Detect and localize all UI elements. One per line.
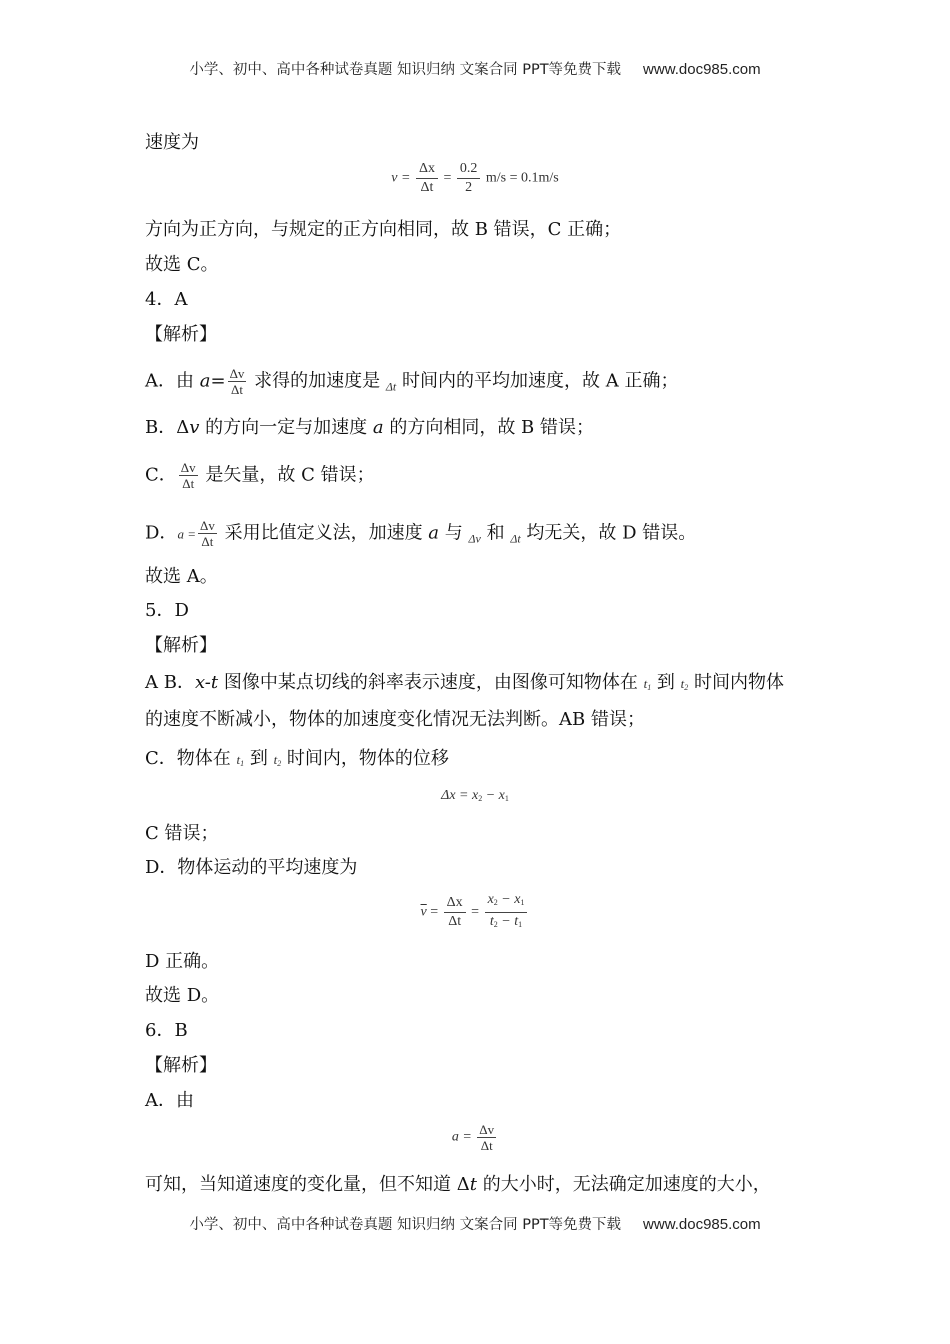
line-choose-a: 故选 A。 [145, 566, 218, 587]
q4a-pre: A．由 [145, 370, 200, 392]
q4a-post: 时间内的平均加速度，故 A 正确； [396, 370, 679, 392]
eq3-num2 [485, 891, 528, 913]
eq2-mid: − x [482, 788, 505, 803]
question-4-option-c [145, 460, 375, 491]
question-6-analysis-heading: 【解析】 [145, 1055, 217, 1076]
q4a-fraction [228, 366, 247, 397]
eq3-n2m: − x [497, 892, 521, 907]
q6-last-pre: 可知，当知道速度的变化量，但不知道 Δ [145, 1174, 470, 1195]
question-4-answer: 4．A [145, 289, 188, 310]
eq4-fraction [477, 1122, 496, 1153]
eq1-num1: Δx [416, 160, 438, 179]
line-choose-d: 故选 D。 [145, 985, 220, 1006]
q4b-v: v [189, 417, 200, 438]
question-4-option-a [145, 366, 678, 400]
q5c-t2-sub: 2 [277, 759, 282, 768]
eq3-d2m: − t [497, 914, 519, 929]
header-url[interactable]: www.doc985.com [643, 61, 761, 78]
eq3-den1: Δt [448, 914, 462, 929]
q4a-eq: = [210, 370, 226, 392]
q4c-num: Δv [180, 460, 196, 475]
eq3-den2 [487, 913, 525, 934]
header-text: 小学、初中、高中各种试卷真题 知识归纳 文案合同 PPT等免费下载 [189, 62, 622, 78]
q4c-pre: C． [145, 464, 177, 486]
eq3-n2s1: 1 [520, 898, 525, 907]
q5ab-t2-base: t [680, 676, 685, 691]
eq4-den: Δt [480, 1138, 493, 1153]
line-c-wrong: C 错误； [145, 823, 219, 844]
eq1-rhs: m/s = 0.1m/s [485, 170, 559, 186]
eq3-num1: Δx [444, 894, 466, 913]
question-5-option-ab-line2: 的速度不断减小，物体的加速度变化情况无法判断。AB 错误； [145, 709, 645, 730]
q4b-mid: 的方向一定与加速度 [199, 417, 373, 438]
q5c-post: 时间内，物体的位移 [281, 748, 449, 769]
eq1-den2: 2 [465, 180, 473, 195]
question-6-last-line [145, 1172, 771, 1198]
eq1-den1: Δt [420, 180, 434, 195]
q6-last-t: t [469, 1174, 477, 1195]
q4d-and: 和 [480, 522, 511, 544]
q5c-t1-base: t [236, 752, 241, 767]
q4a-a: a [199, 370, 211, 392]
q4c-post: 是矢量，故 C 错误； [199, 464, 375, 486]
eq1-fraction-1 [416, 160, 438, 197]
eq3-equals-2: = [471, 904, 480, 920]
q4b-post: 的方向相同，故 B 错误； [383, 417, 594, 438]
page-header [0, 58, 950, 79]
q5ab-mid: 图像中某点切线的斜率表示速度，由图像可知物体在 [218, 672, 644, 693]
q5ab-to: 到 [651, 672, 681, 693]
q5ab-t1-base: t [643, 676, 648, 691]
equation-velocity [0, 160, 950, 197]
line-choose-c: 故选 C。 [145, 254, 219, 275]
eq2-sub2: 2 [478, 794, 483, 803]
q4d-pre: D． [145, 522, 178, 544]
q4a-num: Δv [229, 366, 245, 381]
eq3-d2s1: 1 [518, 920, 523, 929]
line-d-correct: D 正确。 [145, 951, 220, 972]
question-4-option-b [145, 415, 594, 441]
q4a-dt: Δt [385, 379, 397, 394]
equation-average-velocity [0, 891, 950, 934]
eq3-d2s: 2 [493, 920, 498, 929]
q5c-t1 [237, 752, 245, 767]
q4b-pre: B．Δ [145, 417, 190, 438]
question-5-analysis-heading: 【解析】 [145, 635, 217, 656]
question-4-option-d [145, 518, 696, 552]
eq3-n2s: 2 [493, 898, 498, 907]
eq1-lhs: v = [391, 170, 411, 186]
q4d-dv: Δv [468, 531, 481, 546]
q4d-a: a = [177, 526, 196, 542]
q5c-t1-sub: 1 [240, 759, 245, 768]
q4a-den: Δt [231, 382, 243, 397]
equation-displacement [0, 788, 950, 804]
q4b-a: a [372, 417, 384, 438]
q5ab-t1-sub: 1 [647, 683, 652, 692]
q5c-t2-base: t [273, 752, 278, 767]
equation-acceleration [0, 1122, 950, 1153]
q5ab-xt: x-t [194, 672, 219, 693]
eq3-n2a: x [487, 892, 494, 907]
question-5-option-ab-line1 [145, 670, 784, 701]
q5ab-t2-sub: 2 [684, 683, 689, 692]
q5c-to: 到 [244, 748, 274, 769]
q4d-post: 均无关，故 D 错误。 [520, 522, 697, 544]
q5c-pre: C．物体在 [145, 748, 237, 769]
q4d-den: Δt [201, 534, 214, 549]
eq2-sub1: 1 [504, 794, 509, 803]
q4c-fraction [179, 460, 198, 491]
eq1-num2: 0.2 [457, 160, 481, 179]
q4d-dt: Δt [510, 531, 521, 546]
question-5-answer: 5．D [145, 600, 189, 621]
q5ab-post: 时间内物体 [688, 672, 784, 693]
eq3-fraction-2 [485, 891, 528, 934]
question-5-option-d: D．物体运动的平均速度为 [145, 857, 358, 878]
q4a-mid: 求得的加速度是 [248, 370, 386, 392]
question-6-answer: 6．B [145, 1020, 188, 1041]
eq3-lhs: $\overline{v}$ [420, 904, 427, 920]
footer-url[interactable]: www.doc985.com [643, 1216, 761, 1233]
page-footer [0, 1213, 950, 1234]
q5ab-pre: A B． [145, 672, 195, 693]
q6-last-post: 的大小时，无法确定加速度的大小， [476, 1174, 771, 1195]
question-5-option-c [145, 746, 449, 777]
q4d-mid2: 与 [439, 522, 469, 544]
q4d-a2: a [428, 522, 440, 544]
eq4-lhs: a = [451, 1129, 472, 1145]
line-speed-intro: 速度为 [145, 132, 199, 153]
eq2-lhs: Δx = x [441, 788, 479, 803]
footer-text: 小学、初中、高中各种试卷真题 知识归纳 文案合同 PPT等免费下载 [189, 1217, 622, 1233]
eq1-fraction-2 [457, 160, 481, 197]
question-4-analysis-heading: 【解析】 [145, 324, 217, 345]
line-direction: 方向为正方向，与规定的正方向相同，故 B 错误，C 正确； [145, 219, 622, 240]
q4d-mid: 采用比值定义法，加速度 [218, 522, 429, 544]
q4d-fraction [198, 518, 217, 549]
eq3-d2a: t [489, 914, 494, 929]
eq3-fraction-1 [444, 894, 466, 931]
eq1-equals: = [443, 170, 452, 186]
q4d-num: Δv [199, 518, 215, 533]
q4c-den: Δt [182, 476, 195, 491]
eq4-num: Δv [479, 1122, 495, 1137]
question-6-option-a: A．由 [145, 1090, 194, 1111]
eq3-equals: = [430, 904, 439, 920]
